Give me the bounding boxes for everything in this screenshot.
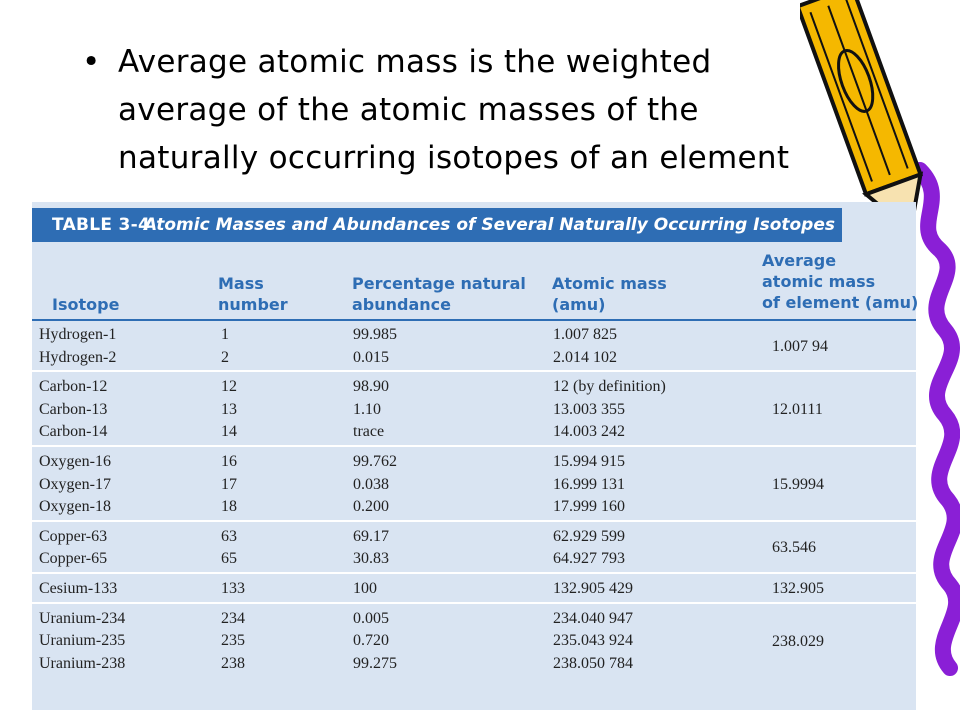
cell-atomic-mass: 12 (by definition) bbox=[553, 378, 666, 396]
cell-atomic-mass: 234.040 947 bbox=[553, 609, 633, 627]
cell-mass-number: 238 bbox=[221, 654, 245, 672]
cell-isotope: Carbon-13 bbox=[39, 400, 108, 418]
header-atomic-mass: Atomic mass (amu) bbox=[552, 274, 667, 314]
header-abundance: Percentage natural abundance bbox=[352, 274, 526, 314]
cell-mass-number: 133 bbox=[221, 580, 245, 597]
cell-atomic-mass: 17.999 160 bbox=[553, 498, 625, 516]
cell-abundance: 0.005 bbox=[353, 609, 389, 627]
cell-abundance: 69.17 bbox=[353, 527, 389, 545]
cell-average-atomic-mass: 63.546 bbox=[772, 539, 816, 557]
cell-atomic-mass: 132.905 429 bbox=[553, 580, 633, 597]
cell-abundance: 0.038 bbox=[353, 475, 389, 493]
cell-atomic-mass: 14.003 242 bbox=[553, 423, 625, 441]
cell-atomic-mass: 16.999 131 bbox=[553, 475, 625, 493]
header-average: Average atomic mass of element (amu) bbox=[762, 251, 919, 312]
cell-mass-number: 16 bbox=[221, 453, 237, 470]
group-divider bbox=[32, 445, 916, 447]
cell-average-atomic-mass: 132.905 bbox=[772, 580, 824, 598]
cell-abundance: 99.985 bbox=[353, 326, 397, 343]
cell-mass-number: 12 bbox=[221, 378, 237, 396]
cell-isotope: Uranium-234 bbox=[39, 609, 126, 627]
cell-average-atomic-mass: 238.029 bbox=[772, 632, 824, 650]
cell-abundance: trace bbox=[353, 423, 385, 441]
cell-average-atomic-mass: 15.9994 bbox=[772, 475, 824, 493]
bullet-line-3: naturally occurring isotopes of an element bbox=[118, 140, 790, 176]
cell-abundance: 1.10 bbox=[353, 400, 381, 418]
cell-isotope: Oxygen-18 bbox=[39, 498, 111, 516]
cell-abundance: 30.83 bbox=[353, 550, 389, 568]
cell-isotope: Cesium-133 bbox=[39, 580, 118, 597]
cell-atomic-mass: 64.927 793 bbox=[553, 550, 625, 568]
table-title-bar bbox=[32, 208, 842, 242]
header-isotope: Isotope bbox=[52, 295, 120, 314]
group-divider bbox=[32, 602, 916, 604]
cell-abundance: 99.275 bbox=[353, 654, 397, 672]
cell-isotope: Oxygen-17 bbox=[39, 475, 111, 493]
cell-atomic-mass: 238.050 784 bbox=[553, 654, 633, 672]
cell-mass-number: 65 bbox=[221, 550, 237, 568]
cell-atomic-mass: 13.003 355 bbox=[553, 400, 625, 418]
cell-mass-number: 17 bbox=[221, 475, 237, 493]
cell-abundance: 0.015 bbox=[353, 348, 389, 366]
cell-isotope: Hydrogen-1 bbox=[39, 326, 117, 343]
cell-mass-number: 63 bbox=[221, 527, 237, 545]
isotope-table bbox=[32, 202, 919, 710]
cell-mass-number: 18 bbox=[221, 498, 237, 516]
cell-isotope: Oxygen-16 bbox=[39, 453, 111, 470]
header-rule bbox=[32, 319, 916, 321]
cell-abundance: 0.720 bbox=[353, 632, 389, 650]
bullet-marker: • bbox=[82, 44, 101, 80]
cell-isotope: Uranium-238 bbox=[39, 654, 126, 672]
group-divider bbox=[32, 370, 916, 372]
cell-atomic-mass: 15.994 915 bbox=[553, 453, 625, 470]
cell-isotope: Copper-63 bbox=[39, 527, 108, 545]
cell-atomic-mass: 2.014 102 bbox=[553, 348, 617, 366]
bullet-line-1: Average atomic mass is the weighted bbox=[118, 44, 712, 80]
table-label: TABLE 3-4 bbox=[52, 215, 151, 235]
cell-isotope: Carbon-14 bbox=[39, 423, 108, 441]
cell-abundance: 100 bbox=[353, 580, 377, 597]
cell-mass-number: 13 bbox=[221, 400, 237, 418]
cell-average-atomic-mass: 12.0111 bbox=[772, 401, 823, 419]
cell-atomic-mass: 1.007 825 bbox=[553, 326, 617, 343]
cell-abundance: 99.762 bbox=[353, 453, 397, 470]
cell-mass-number: 1 bbox=[221, 326, 229, 343]
group-divider bbox=[32, 520, 916, 522]
cell-average-atomic-mass: 1.007 94 bbox=[772, 337, 828, 355]
cell-isotope: Hydrogen-2 bbox=[39, 348, 117, 366]
cell-mass-number: 2 bbox=[221, 348, 229, 366]
cell-abundance: 98.90 bbox=[353, 378, 389, 396]
bullet-line-2: average of the atomic masses of the bbox=[118, 92, 699, 128]
cell-mass-number: 14 bbox=[221, 423, 237, 441]
table-title: Atomic Masses and Abundances of Several Naturally Occurring Isotopes bbox=[144, 215, 835, 235]
cell-atomic-mass: 235.043 924 bbox=[553, 632, 633, 650]
cell-isotope: Carbon-12 bbox=[39, 378, 108, 396]
header-mass-number: Mass number bbox=[218, 274, 288, 314]
cell-mass-number: 235 bbox=[221, 632, 245, 650]
cell-isotope: Copper-65 bbox=[39, 550, 108, 568]
cell-atomic-mass: 62.929 599 bbox=[553, 527, 625, 545]
cell-isotope: Uranium-235 bbox=[39, 632, 126, 650]
group-divider bbox=[32, 572, 916, 574]
bullet-text bbox=[118, 38, 789, 182]
cell-mass-number: 234 bbox=[221, 609, 245, 627]
cell-abundance: 0.200 bbox=[353, 498, 389, 516]
